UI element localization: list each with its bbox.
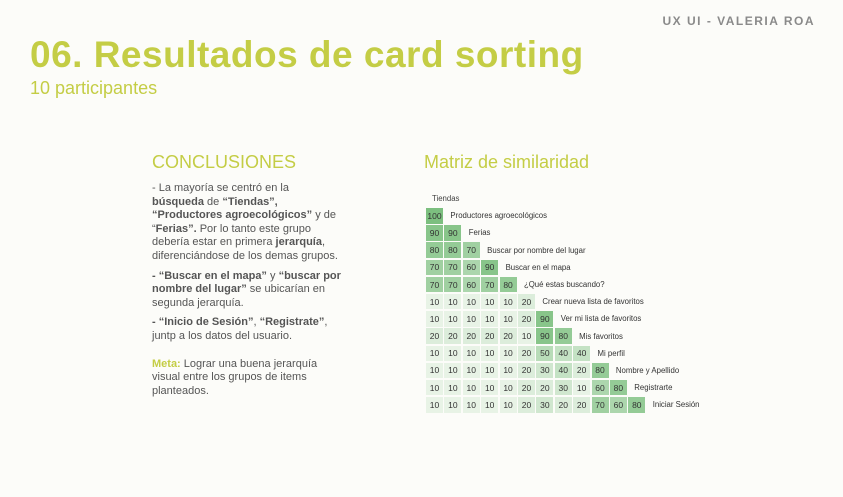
- matrix-cell: 60: [463, 277, 480, 293]
- matrix-cell: 10: [500, 346, 517, 362]
- brand-label: UX UI - VALERIA ROA: [662, 14, 815, 28]
- matrix-row-label: Buscar por nombre del lugar: [487, 245, 586, 255]
- matrix-row-label: Tiendas: [432, 194, 460, 204]
- matrix-cell: 90: [426, 225, 443, 241]
- matrix-cell: 10: [500, 397, 517, 413]
- matrix-cell: 20: [463, 328, 480, 344]
- matrix-cell: 30: [536, 397, 553, 413]
- matrix-cell: 20: [573, 363, 590, 379]
- matrix-heading: Matriz de similaridad: [424, 152, 590, 172]
- matrix-cell: 10: [481, 294, 498, 310]
- matrix-cell: 70: [592, 397, 609, 413]
- matrix-cell: 80: [444, 242, 461, 258]
- text-run: , diferenciándose de los demas grupos.: [152, 236, 338, 262]
- matrix-cell: 20: [426, 328, 443, 344]
- matrix-row: [426, 362, 700, 379]
- text-run: y de “: [152, 209, 337, 235]
- matrix-cell: 30: [555, 380, 572, 396]
- matrix-cell: 90: [444, 225, 461, 241]
- matrix-cell: 50: [536, 346, 553, 362]
- matrix-row-label: Productores agroecológicos: [450, 211, 548, 221]
- matrix-row: [426, 345, 700, 362]
- matrix-cell: 10: [463, 311, 480, 327]
- matrix-cell: 90: [536, 328, 553, 344]
- page-subtitle: 10 participantes: [30, 78, 158, 98]
- matrix-cell: 10: [426, 397, 443, 413]
- matrix-cell: 10: [500, 380, 517, 396]
- matrix-cell: 10: [481, 311, 498, 327]
- matrix-cell: 10: [481, 346, 498, 362]
- matrix-cell: 20: [518, 311, 535, 327]
- matrix-cell: 20: [536, 380, 553, 396]
- meta-text: Lograr una buena jerarquía visual entre los grupos de items planteados.: [152, 357, 318, 397]
- matrix-row-label: Registrarte: [634, 383, 673, 393]
- text-run-bold: - “Buscar en el mapa”: [152, 269, 267, 282]
- matrix-row-label: Buscar en el mapa: [505, 262, 571, 272]
- matrix-cell: 80: [555, 328, 572, 344]
- matrix-row: [426, 224, 700, 241]
- conclusion-paragraph-3: [152, 316, 342, 343]
- page-title: 06. Resultados de card sorting: [30, 34, 584, 75]
- matrix-cell: 40: [573, 346, 590, 362]
- matrix-cell: 10: [463, 346, 480, 362]
- text-run: de: [203, 195, 223, 208]
- matrix-cell: 30: [536, 363, 553, 379]
- matrix-row: [426, 293, 700, 310]
- matrix-cell: 90: [481, 260, 498, 276]
- matrix-cell: 10: [444, 380, 461, 396]
- matrix-cell: 70: [444, 260, 461, 276]
- text-run: , juntp a los datos del usuario.: [152, 316, 328, 342]
- text-run: se ubicarían en segunda jerarquía.: [152, 283, 326, 309]
- matrix-cell: 20: [555, 397, 572, 413]
- matrix-cell: 80: [592, 363, 609, 379]
- text-run: ,: [253, 316, 260, 329]
- matrix-cell: 20: [500, 328, 517, 344]
- matrix-cell: 20: [444, 328, 461, 344]
- matrix-cell: 80: [426, 242, 443, 258]
- matrix-cell: 70: [426, 277, 443, 293]
- matrix-row: [426, 396, 700, 413]
- text-run-bold: jerarquía: [275, 236, 322, 249]
- matrix-row: [426, 310, 700, 327]
- matrix-cell: 40: [555, 363, 572, 379]
- matrix-row-label: Ver mi lista de favoritos: [560, 314, 642, 324]
- matrix-cell: 70: [426, 260, 443, 276]
- conclusions-heading: CONCLUSIONES: [152, 152, 297, 172]
- matrix-cell: 10: [573, 380, 590, 396]
- matrix-cell: 10: [463, 380, 480, 396]
- text-run-bold: búsqueda: [152, 195, 204, 208]
- matrix-row: [426, 207, 700, 224]
- matrix-row: [426, 259, 700, 276]
- matrix-cell: 10: [444, 294, 461, 310]
- matrix-cell: 10: [463, 363, 480, 379]
- text-run-bold: “buscar por nombre del lugar”: [152, 269, 341, 296]
- matrix-cell: 10: [426, 346, 443, 362]
- matrix-cell: 10: [481, 397, 498, 413]
- matrix-cell: 20: [518, 397, 535, 413]
- matrix-cell: 70: [444, 277, 461, 293]
- matrix-row-label: Ferias: [468, 228, 491, 238]
- matrix-cell: 80: [500, 277, 517, 293]
- matrix-row-label: ¿Qué estas buscando?: [523, 280, 605, 290]
- matrix-cell: 10: [500, 363, 517, 379]
- matrix-cell: 10: [444, 363, 461, 379]
- matrix-cell: 10: [481, 380, 498, 396]
- matrix-cell: 60: [463, 260, 480, 276]
- matrix-rows: [426, 207, 700, 413]
- text-run: Por lo tanto este grupo debería estar en primera: [152, 222, 311, 249]
- matrix-cell: 100: [426, 208, 443, 224]
- matrix-first-row: [426, 190, 700, 207]
- text-run: y: [266, 269, 279, 282]
- text-run-bold: Ferias”.: [155, 222, 197, 235]
- text-run-bold: “Registrate”: [259, 316, 325, 329]
- matrix-row-label: Crear nueva lista de favoritos: [542, 297, 644, 307]
- meta-label: Meta:: [152, 357, 181, 370]
- matrix-cell: 10: [426, 311, 443, 327]
- text-run-bold: - “Inicio de Sesión”: [152, 316, 254, 329]
- matrix-row: [426, 328, 700, 345]
- conclusion-paragraph-2: [152, 270, 342, 311]
- matrix-cell: 20: [573, 397, 590, 413]
- text-run-bold: “Productores agroecológicos”: [152, 209, 313, 222]
- matrix-cell: 10: [426, 294, 443, 310]
- matrix-cell: 60: [610, 397, 627, 413]
- meta-paragraph: [152, 358, 342, 399]
- matrix-cell: 10: [463, 397, 480, 413]
- matrix-cell: 90: [536, 311, 553, 327]
- matrix-cell: 60: [592, 380, 609, 396]
- text-run-bold: “Tiendas”,: [222, 195, 278, 208]
- matrix-cell: 10: [481, 363, 498, 379]
- matrix-cell: 10: [444, 397, 461, 413]
- matrix-cell: 10: [500, 294, 517, 310]
- matrix-cell: 70: [481, 277, 498, 293]
- matrix-row-label: Mis favoritos: [579, 331, 623, 341]
- matrix-cell: 20: [518, 346, 535, 362]
- matrix-cell: 10: [426, 363, 443, 379]
- matrix-cell: 10: [444, 311, 461, 327]
- matrix-row-label: Nombre y Apellido: [615, 365, 680, 375]
- conclusion-paragraph-1: [152, 182, 342, 264]
- matrix-cell: 20: [481, 328, 498, 344]
- matrix-cell: 10: [463, 294, 480, 310]
- conclusions-text: [152, 182, 342, 404]
- matrix-row: [426, 379, 700, 396]
- matrix-cell: 40: [555, 346, 572, 362]
- matrix-row: [426, 242, 700, 259]
- matrix-row-label: Mi perfil: [597, 348, 625, 358]
- matrix-cell: 20: [518, 363, 535, 379]
- matrix-row: [426, 276, 700, 293]
- matrix-cell: 20: [518, 294, 535, 310]
- matrix-cell: 80: [610, 380, 627, 396]
- matrix-cell: 10: [500, 311, 517, 327]
- matrix-cell: 10: [426, 380, 443, 396]
- matrix-cell: 20: [518, 380, 535, 396]
- matrix-cell: 70: [463, 242, 480, 258]
- matrix-cell: 80: [628, 397, 645, 413]
- matrix-cell: 10: [518, 328, 535, 344]
- text-run: - La mayoría se centró en la: [152, 182, 289, 194]
- matrix-row-label: Iniciar Sesión: [652, 400, 700, 410]
- similarity-matrix: [426, 190, 700, 413]
- matrix-cell: 10: [444, 346, 461, 362]
